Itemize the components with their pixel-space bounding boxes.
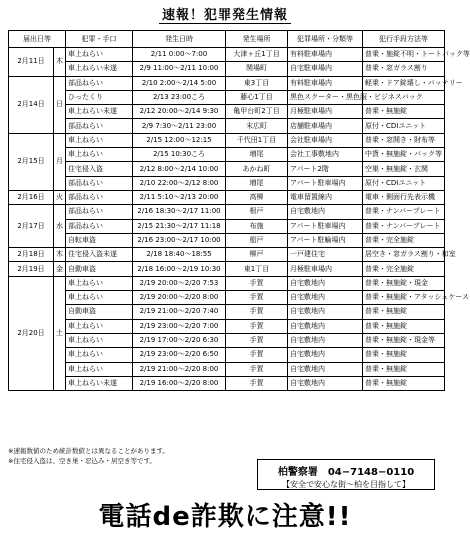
location-class: 有料駐車場内	[288, 76, 363, 90]
location-class: 自宅敷地内	[288, 348, 363, 362]
occurrence-datetime: 2/19 17:00〜2/20 6:30	[133, 333, 226, 347]
method-detail: 普乗・無施錠	[363, 376, 445, 390]
occurrence-place: 亀甲台町2丁目	[226, 105, 288, 119]
crime-type: 住宅侵入盗未遂	[66, 248, 133, 262]
method-detail: 普乗・ナンバープレート	[363, 219, 445, 233]
crime-type: 部品ねらい	[66, 119, 133, 133]
crime-type: 部品ねらい	[66, 219, 133, 233]
header-date: 届出日等	[9, 31, 66, 48]
location-class: 店舗駐車場内	[288, 119, 363, 133]
occurrence-datetime: 2/19 23:00〜2/20 6:50	[133, 348, 226, 362]
occurrence-place: 柳戸	[226, 248, 288, 262]
method-detail: 原付・CDIユニット	[363, 176, 445, 190]
day-of-week: 金	[54, 262, 66, 276]
crime-type: 車上ねらい	[66, 333, 133, 347]
location-class: 自宅敷地内	[288, 333, 363, 347]
table-row	[9, 148, 445, 162]
occurrence-datetime: 2/18 16:00〜2/19 10:30	[133, 262, 226, 276]
method-detail: 普乗・無施錠・現金等	[363, 333, 445, 347]
table-row	[9, 119, 445, 133]
method-detail: 普乗・無施錠・現金	[363, 276, 445, 290]
report-date: 2月15日	[9, 133, 54, 190]
crime-type: 部品ねらい	[66, 205, 133, 219]
table-row	[9, 190, 445, 204]
location-class: アパート駐車場内	[288, 176, 363, 190]
occurrence-datetime: 2/15 21:30〜2/17 11:18	[133, 219, 226, 233]
method-detail: 普乗・無施錠	[363, 362, 445, 376]
occurrence-place: 千代田1丁目	[226, 133, 288, 147]
occurrence-place: 増尾	[226, 176, 288, 190]
police-slogan: 【安全で安心な街〜柏を目指して】	[282, 480, 410, 489]
day-of-week: 木	[54, 248, 66, 262]
method-detail: 普乗・無施錠	[363, 319, 445, 333]
occurrence-place: 布施	[226, 219, 288, 233]
crime-type: 部品ねらい	[66, 176, 133, 190]
crime-type: ひったくり	[66, 90, 133, 104]
table-row	[9, 176, 445, 190]
method-detail: 電車・側面行先表示機	[363, 190, 445, 204]
table-row	[9, 376, 445, 390]
table-row	[9, 219, 445, 233]
location-class: 会社駐車場内	[288, 133, 363, 147]
occurrence-datetime: 2/19 20:00〜2/20 7:53	[133, 276, 226, 290]
occurrence-place: 手賀	[226, 305, 288, 319]
location-class: 自宅敷地内	[288, 376, 363, 390]
occurrence-datetime: 2/10 22:00〜2/12 8:00	[133, 176, 226, 190]
occurrence-datetime: 2/11 0:00〜7:00	[133, 48, 226, 62]
location-class: アパート2階	[288, 162, 363, 176]
occurrence-place: 手賀	[226, 362, 288, 376]
occurrence-datetime: 2/19 21:00〜2/20 7:40	[133, 305, 226, 319]
crime-type: 自転車盗	[66, 233, 133, 247]
method-detail: 普乗・無施錠	[363, 348, 445, 362]
location-class: 自宅敷地内	[288, 276, 363, 290]
header-place: 発生場所	[226, 31, 288, 48]
occurrence-place: 大津ヶ丘1丁目	[226, 48, 288, 62]
table-row	[9, 276, 445, 290]
crime-report-table	[8, 30, 470, 391]
method-detail: 普乗・完全施錠	[363, 233, 445, 247]
occurrence-place: 船戸	[226, 233, 288, 247]
day-of-week: 土	[54, 276, 66, 390]
location-class: 月極駐車場内	[288, 105, 363, 119]
occurrence-datetime: 2/9 11:00〜2/11 10:00	[133, 62, 226, 76]
method-detail: 空巣・無施錠・玄関	[363, 162, 445, 176]
report-date: 2月20日	[9, 276, 54, 390]
table-row	[9, 48, 445, 62]
crime-type: 部品ねらい	[66, 190, 133, 204]
table-row	[9, 133, 445, 147]
method-detail: 居空き・窓ガラス割り・和室	[363, 248, 445, 262]
table-row	[9, 362, 445, 376]
method-detail: 普乗・無施錠	[363, 305, 445, 319]
header-method: 犯行手段方法等	[363, 31, 445, 48]
report-date: 2月14日	[9, 76, 54, 133]
occurrence-place: 手賀	[226, 276, 288, 290]
occurrence-place: 手賀	[226, 348, 288, 362]
occurrence-place: あかね町	[226, 162, 288, 176]
location-class: 自宅駐車場内	[288, 62, 363, 76]
table-row	[9, 348, 445, 362]
day-of-week: 日	[54, 76, 66, 133]
police-contact-box	[257, 459, 435, 490]
crime-type: 車上ねらい未遂	[66, 376, 133, 390]
occurrence-place: 手賀	[226, 376, 288, 390]
header-row	[9, 31, 445, 48]
page-title: 速報！犯罪発生情報	[0, 4, 450, 23]
day-of-week: 月	[54, 133, 66, 190]
day-of-week: 木	[54, 48, 66, 77]
note-1: ※速報数値のため統計数値とは異なることがあります。	[8, 447, 169, 455]
method-detail: 普乗・ナンバープレート	[363, 205, 445, 219]
method-detail: 原付・CDIユニット	[363, 119, 445, 133]
location-class: アパート駐車場内	[288, 219, 363, 233]
location-class: 有料駐車場内	[288, 48, 363, 62]
location-class: 月極駐車場内	[288, 262, 363, 276]
location-class: 自宅敷地内	[288, 305, 363, 319]
occurrence-place: 末広町	[226, 119, 288, 133]
crime-type: 自動車盗	[66, 262, 133, 276]
location-class: 自宅敷地内	[288, 291, 363, 305]
location-class: 会社工事敷地内	[288, 148, 363, 162]
day-of-week: 火	[54, 190, 66, 204]
crime-type: 車上ねらい	[66, 148, 133, 162]
occurrence-place: 東1丁目	[226, 262, 288, 276]
crime-type: 自動車盗	[66, 305, 133, 319]
occurrence-datetime: 2/12 8:00〜2/14 10:00	[133, 162, 226, 176]
occurrence-place: 東3丁目	[226, 76, 288, 90]
report-date: 2月19日	[9, 262, 54, 276]
table-row	[9, 76, 445, 90]
occurrence-place: 手賀	[226, 291, 288, 305]
occurrence-place: 高柳	[226, 190, 288, 204]
police-phone: 柏警察署 04−7148−0110	[277, 467, 415, 478]
header-class: 犯罪場所・分類等	[288, 31, 363, 48]
occurrence-place: 藤心1丁目	[226, 90, 288, 104]
occurrence-datetime: 2/16 18:30〜2/17 11:00	[133, 205, 226, 219]
location-class: アパート駐輪場内	[288, 233, 363, 247]
occurrence-datetime: 2/15 10:30ころ	[133, 148, 226, 162]
location-class: 黒色スクーター・黒色服・ビジネスバック	[288, 90, 363, 104]
occurrence-place: 手賀	[226, 319, 288, 333]
occurrence-datetime: 2/19 21:00〜2/20 8:00	[133, 362, 226, 376]
method-detail: 普乗・完全施錠	[363, 262, 445, 276]
fraud-warning: 電話de詐欺に注意!!	[98, 502, 352, 532]
note-2: ※住宅侵入盗は、空き巣・忍込み・居空き等です。	[8, 457, 156, 465]
method-detail: 普乗・窓ガラス割り	[363, 62, 445, 76]
table-row	[9, 90, 445, 104]
table-row	[9, 105, 445, 119]
crime-type: 車上ねらい	[66, 133, 133, 147]
crime-type: 住宅侵入盗	[66, 162, 133, 176]
header-datetime: 発生日時	[133, 31, 226, 48]
occurrence-datetime: 2/13 23:00ころ	[133, 90, 226, 104]
occurrence-datetime: 2/19 16:00〜2/20 8:00	[133, 376, 226, 390]
occurrence-datetime: 2/19 23:00〜2/20 7:00	[133, 319, 226, 333]
method-detail: 中貨・無施錠・バック等	[363, 148, 445, 162]
report-date: 2月17日	[9, 205, 54, 248]
table-row	[9, 248, 445, 262]
report-date: 2月16日	[9, 190, 54, 204]
occurrence-datetime: 2/16 23:00〜2/17 10:00	[133, 233, 226, 247]
table-row	[9, 319, 445, 333]
crime-type: 車上ねらい未遂	[66, 62, 133, 76]
occurrence-place: 増尾	[226, 148, 288, 162]
occurrence-place: 根戸	[226, 205, 288, 219]
method-detail: 軽乗・ドア錠壊し・バッテリー	[363, 76, 445, 90]
table-row	[9, 62, 445, 76]
method-detail: 普乗・無施錠・アタッシュケース	[363, 291, 445, 305]
occurrence-datetime: 2/12 20:00〜2/14 9:30	[133, 105, 226, 119]
crime-type: 部品ねらい	[66, 76, 133, 90]
table-row	[9, 305, 445, 319]
crime-type: 車上ねらい	[66, 291, 133, 305]
location-class: 電車留置線内	[288, 190, 363, 204]
crime-type: 車上ねらい	[66, 348, 133, 362]
crime-type: 車上ねらい	[66, 48, 133, 62]
day-of-week: 水	[54, 205, 66, 248]
method-detail: 普乗・無施錠	[363, 105, 445, 119]
table-row	[9, 262, 445, 276]
crime-type: 車上ねらい	[66, 362, 133, 376]
method-detail: 普乗・窓開き・財布等	[363, 133, 445, 147]
table-row	[9, 291, 445, 305]
report-date: 2月18日	[9, 248, 54, 262]
location-class: 一戸建住宅	[288, 248, 363, 262]
occurrence-datetime: 2/11 5:10〜2/13 20:00	[133, 190, 226, 204]
header-crime: 犯罪・手口	[66, 31, 133, 48]
crime-type: 車上ねらい	[66, 319, 133, 333]
table-row	[9, 233, 445, 247]
occurrence-datetime: 2/9 7:30〜2/11 23:00	[133, 119, 226, 133]
location-class: 自宅敷地内	[288, 205, 363, 219]
location-class: 自宅敷地内	[288, 362, 363, 376]
table-row	[9, 205, 445, 219]
crime-type: 車上ねらい未遂	[66, 105, 133, 119]
table-row	[9, 162, 445, 176]
occurrence-datetime: 2/15 12:00〜12:15	[133, 133, 226, 147]
table-row	[9, 333, 445, 347]
occurrence-place: 関場町	[226, 62, 288, 76]
location-class: 自宅敷地内	[288, 319, 363, 333]
occurrence-datetime: 2/18 18:40〜18:55	[133, 248, 226, 262]
occurrence-datetime: 2/10 2:00〜2/14 5:00	[133, 76, 226, 90]
report-date: 2月11日	[9, 48, 54, 77]
occurrence-datetime: 2/19 20:00〜2/20 8:00	[133, 291, 226, 305]
report-body	[9, 48, 470, 391]
crime-type: 車上ねらい	[66, 276, 133, 290]
method-detail: 普乗・施錠不明・トートバック等	[363, 48, 445, 62]
occurrence-place: 手賀	[226, 333, 288, 347]
